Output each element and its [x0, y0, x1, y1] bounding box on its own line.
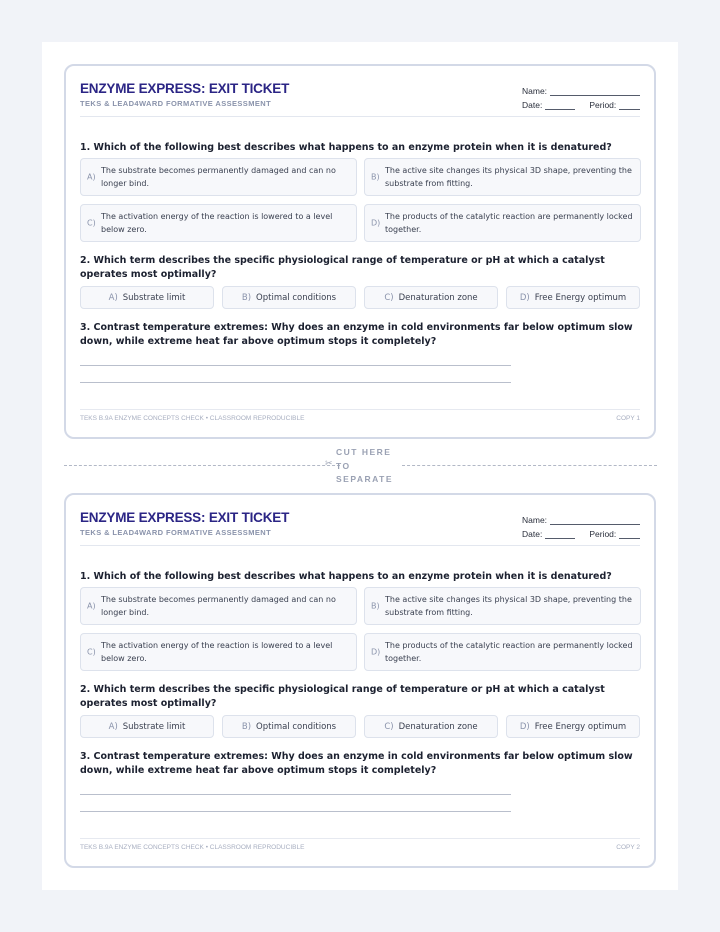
period-blank[interactable] — [619, 530, 640, 539]
name-blank[interactable] — [550, 516, 640, 525]
worksheet-page — [42, 42, 678, 890]
option-b[interactable] — [364, 587, 641, 625]
option-text: Optimal conditions — [256, 721, 337, 732]
answer-line[interactable] — [80, 365, 511, 366]
name-label: Name: — [522, 86, 548, 96]
copy-number: COPY 1 — [616, 415, 640, 422]
option-letter: D) — [519, 721, 530, 732]
option-text: Denaturation zone — [398, 292, 478, 303]
exit-ticket-copy-1 — [64, 64, 656, 439]
exit-ticket-copy-2 — [64, 493, 656, 868]
question-1: 1. Which of the following best describes what happens to an enzyme protein when it is denatured? — [80, 142, 612, 153]
header-divider — [80, 116, 640, 117]
option-d[interactable] — [506, 715, 640, 738]
option-letter: A) — [108, 721, 118, 732]
option-a[interactable] — [80, 587, 357, 625]
option-text: Optimal conditions — [256, 292, 337, 303]
option-text: The substrate becomes permanently damaged and can no longer bind. — [101, 166, 336, 188]
date-period-row — [522, 96, 640, 110]
option-b[interactable] — [364, 158, 641, 196]
footer-note: TEKS B.9A ENZYME CONCEPTS CHECK • CLASSROOM REPRODUCIBLE — [80, 415, 305, 422]
period-label: Period: — [589, 100, 617, 110]
option-text: The products of the catalytic reaction are permanently locked together. — [385, 641, 633, 663]
option-letter: C) — [384, 721, 394, 732]
option-letter: D) — [371, 647, 381, 657]
student-info — [522, 82, 640, 110]
option-b[interactable] — [222, 286, 356, 309]
option-text: Free Energy optimum — [534, 721, 627, 732]
option-text: The active site changes its physical 3D shape, preventing the substrate from fitting. — [385, 166, 632, 188]
option-a[interactable] — [80, 715, 214, 738]
option-text: Free Energy optimum — [534, 292, 627, 303]
option-a[interactable] — [80, 158, 357, 196]
option-letter: A) — [108, 292, 118, 303]
option-letter: D) — [519, 292, 530, 303]
name-row — [522, 511, 640, 525]
header-divider — [80, 545, 640, 546]
option-d[interactable] — [364, 633, 641, 671]
option-c[interactable] — [80, 204, 357, 242]
option-text: The activation energy of the reaction is lowered to a level below zero. — [101, 212, 333, 234]
option-b[interactable] — [222, 715, 356, 738]
copy-number: COPY 2 — [616, 844, 640, 851]
option-text: The active site changes its physical 3D shape, preventing the substrate from fitting. — [385, 595, 632, 617]
option-text: Denaturation zone — [398, 721, 478, 732]
cut-line-left — [64, 465, 340, 466]
answer-line[interactable] — [80, 382, 511, 383]
period-blank[interactable] — [619, 101, 640, 110]
name-blank[interactable] — [550, 87, 640, 96]
name-label: Name: — [522, 515, 548, 525]
question-1-options — [80, 158, 640, 243]
option-text: Substrate limit — [122, 292, 186, 303]
scissors-icon: ✂ — [325, 459, 333, 469]
footer-divider — [80, 409, 640, 410]
question-1: 1. Which of the following best describes what happens to an enzyme protein when it is denatured? — [80, 571, 612, 582]
question-2: 2. Which term describes the specific physiological range of temperature or pH at which a catalyst operates most optimally? — [80, 255, 605, 280]
option-letter: B) — [371, 601, 380, 611]
option-text: The activation energy of the reaction is lowered to a level below zero. — [101, 641, 333, 663]
option-d[interactable] — [506, 286, 640, 309]
question-1-options — [80, 587, 640, 672]
cut-here-label: CUT HERE TO SEPARATE — [336, 447, 394, 484]
period-label: Period: — [589, 529, 617, 539]
date-period-row — [522, 525, 640, 539]
answer-line[interactable] — [80, 811, 511, 812]
option-letter: D) — [371, 218, 381, 228]
footer-note: TEKS B.9A ENZYME CONCEPTS CHECK • CLASSROOM REPRODUCIBLE — [80, 844, 305, 851]
option-d[interactable] — [364, 204, 641, 242]
question-2: 2. Which term describes the specific physiological range of temperature or pH at which a catalyst operates most optimally? — [80, 684, 605, 709]
ticket-subtitle: TEKS & LEAD4WARD FORMATIVE ASSESSMENT — [80, 528, 272, 537]
option-text: The substrate becomes permanently damaged and can no longer bind. — [101, 595, 336, 617]
ticket-title: ENZYME EXPRESS: EXIT TICKET — [80, 81, 290, 96]
ticket-subtitle: TEKS & LEAD4WARD FORMATIVE ASSESSMENT — [80, 99, 272, 108]
question-2-options — [80, 715, 640, 738]
cut-line-right — [402, 465, 657, 466]
option-text: The products of the catalytic reaction are permanently locked together. — [385, 212, 633, 234]
date-label: Date: — [522, 529, 543, 539]
date-blank[interactable] — [545, 530, 575, 539]
option-c[interactable] — [364, 715, 498, 738]
option-letter: B) — [241, 292, 252, 303]
footer-divider — [80, 838, 640, 839]
option-c[interactable] — [364, 286, 498, 309]
option-letter: C) — [384, 292, 394, 303]
question-3: 3. Contrast temperature extremes: Why does an enzyme in cold environments far below optimum slow down, while extreme heat far above optimum stops it completely? — [80, 322, 633, 347]
option-text: Substrate limit — [122, 721, 186, 732]
name-row — [522, 82, 640, 96]
answer-line[interactable] — [80, 794, 511, 795]
question-3: 3. Contrast temperature extremes: Why does an enzyme in cold environments far below optimum slow down, while extreme heat far above optimum stops it completely? — [80, 751, 633, 776]
option-letter: A) — [87, 601, 96, 611]
option-letter: C) — [87, 218, 96, 228]
student-info — [522, 511, 640, 539]
option-letter: B) — [241, 721, 252, 732]
option-a[interactable] — [80, 286, 214, 309]
option-letter: A) — [87, 172, 96, 182]
ticket-title: ENZYME EXPRESS: EXIT TICKET — [80, 510, 290, 525]
date-blank[interactable] — [545, 101, 575, 110]
option-letter: B) — [371, 172, 380, 182]
option-letter: C) — [87, 647, 96, 657]
question-2-options — [80, 286, 640, 309]
date-label: Date: — [522, 100, 543, 110]
option-c[interactable] — [80, 633, 357, 671]
